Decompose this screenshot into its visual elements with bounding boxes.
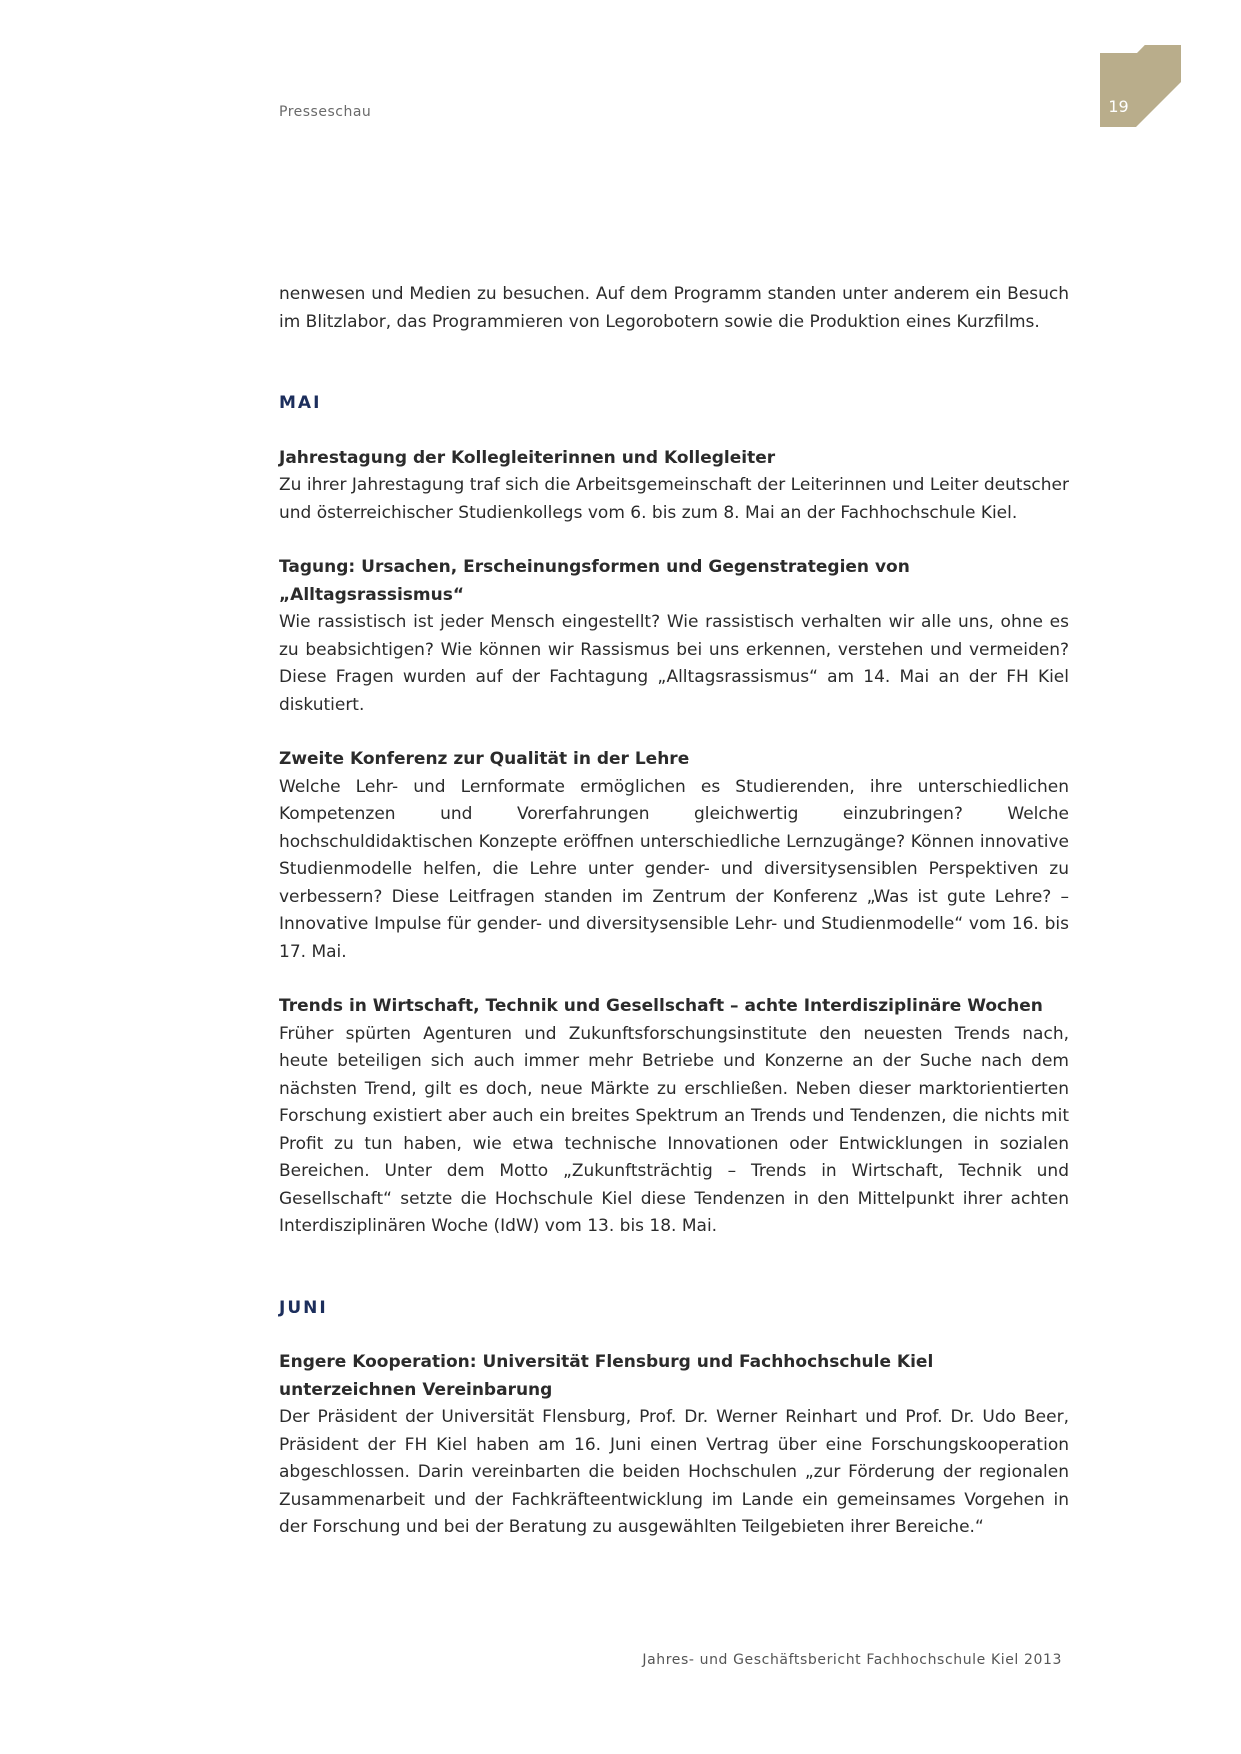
article-kooperation [279, 1349, 1069, 1542]
article-body: Wie rassistisch ist jeder Mensch eingestellt? Wie rassistisch verhalten wir alle uns, ohne es zu beabsichtigen? Wie können wir Rassismus bei uns erkennen, verstehen und vermeiden? Diese Fragen wurden auf der Fachtagung „Alltagsrassismus“ am 14. Mai an der FH Kiel diskutiert. [279, 612, 1069, 715]
page-number: 19 [1108, 97, 1129, 116]
article-body: Früher spürten Agenturen und Zukunftsforschungsinstitute den neuesten Trends nach, heute beteiligen sich auch immer mehr Betriebe und Konzerne an der Suche nach dem nächsten Trend, gilt es doch, neue Märkte zu erschließen. Neben dieser marktorientierten Forschung existiert aber auch ein breites Spektrum an Trends und Tendenzen, die nichts mit Profit zu tun haben, wie etwa technische Innovationen oder Entwicklungen in sozialen Bereichen. Unter dem Motto „Zukunftsträchtig – Trends in Wirtschaft, Technik und Gesellschaft“ setzte die Hochschule Kiel diese Tendenzen in den Mittelpunkt ihrer achten Interdisziplinären Woche (IdW) vom 13. bis 18. Mai. [279, 1023, 1069, 1236]
article-title: Engere Kooperation: Universität Flensburg und Fachhochschule Kiel unterzeichnen Vereinbarung [279, 1352, 934, 1400]
month-heading-juni: JUNI [279, 1297, 328, 1318]
article-body: Der Präsident der Universität Flensburg, Prof. Dr. Werner Reinhart und Prof. Dr. Udo Beer, Präsident der FH Kiel haben am 16. Juni einen Vertrag über eine Forschungskooperation abgeschlossen. Darin vereinbarten die beiden Hochschulen „zur Förderung der regionalen Zusammenarbeit und der Fachkräfteentwicklung im Lande ein gemeinsames Vorgehen in der Forschung und bei der Beratung zu ausgewählten Teilgebieten ihrer Bereiche.“ [279, 1407, 1069, 1537]
article-body: Zu ihrer Jahrestagung traf sich die Arbeitsgemeinschaft der Leiterinnen und Leiter deutscher und österreichischer Studienkollegs vom 6. bis zum 8. Mai an der Fachhochschule Kiel. [279, 475, 1069, 523]
article-title: Jahrestagung der Kollegleiterinnen und Kollegleiter [279, 447, 776, 468]
article-qualitaet-lehre [279, 746, 1069, 966]
article-title: Tagung: Ursachen, Erscheinungsformen und Gegenstrategien von „Alltagsrassismus“ [279, 557, 910, 605]
article-title: Trends in Wirtschaft, Technik und Gesellschaft – achte Interdisziplinäre Wochen [279, 996, 1043, 1016]
article-body: Welche Lehr- und Lernformate ermöglichen es Studierenden, ihre unterschiedlichen Kompetenzen und Vorerfahrungen gleichwertig einzubringen? Welche hochschuldidaktischen Konzepte eröffnen unterschiedliche Lernzugänge? Können innovative Studienmodelle helfen, die Lehre unter gender- und diversitysensiblen Perspektiven zu verbessern? Diese Leitfragen standen im Zentrum der Konferenz „Was ist gute Lehre? – Innovative Impulse für gender- und diversitysensible Lehr- und Studienmodelle“ vom 16. bis 17. Mai. [279, 776, 1069, 962]
month-heading-mai: MAI [279, 393, 322, 413]
article-kollegleiter [279, 445, 1069, 528]
running-footer: Jahres- und Geschäftsbericht Fachhochschule Kiel 2013 [642, 1652, 1062, 1668]
article-title: Zweite Konferenz zur Qualität in der Lehre [279, 749, 690, 769]
running-header: Presseschau [279, 104, 372, 120]
intro-paragraph: nenwesen und Medien zu besuchen. Auf dem Programm standen unter anderem ein Besuch im Blitzlabor, das Programmieren von Legorobotern sowie die Produktion eines Kurzfilms. [279, 284, 1069, 332]
main-content [279, 281, 1069, 1542]
article-trends [279, 993, 1069, 1241]
article-alltagsrassismus [279, 554, 1069, 719]
